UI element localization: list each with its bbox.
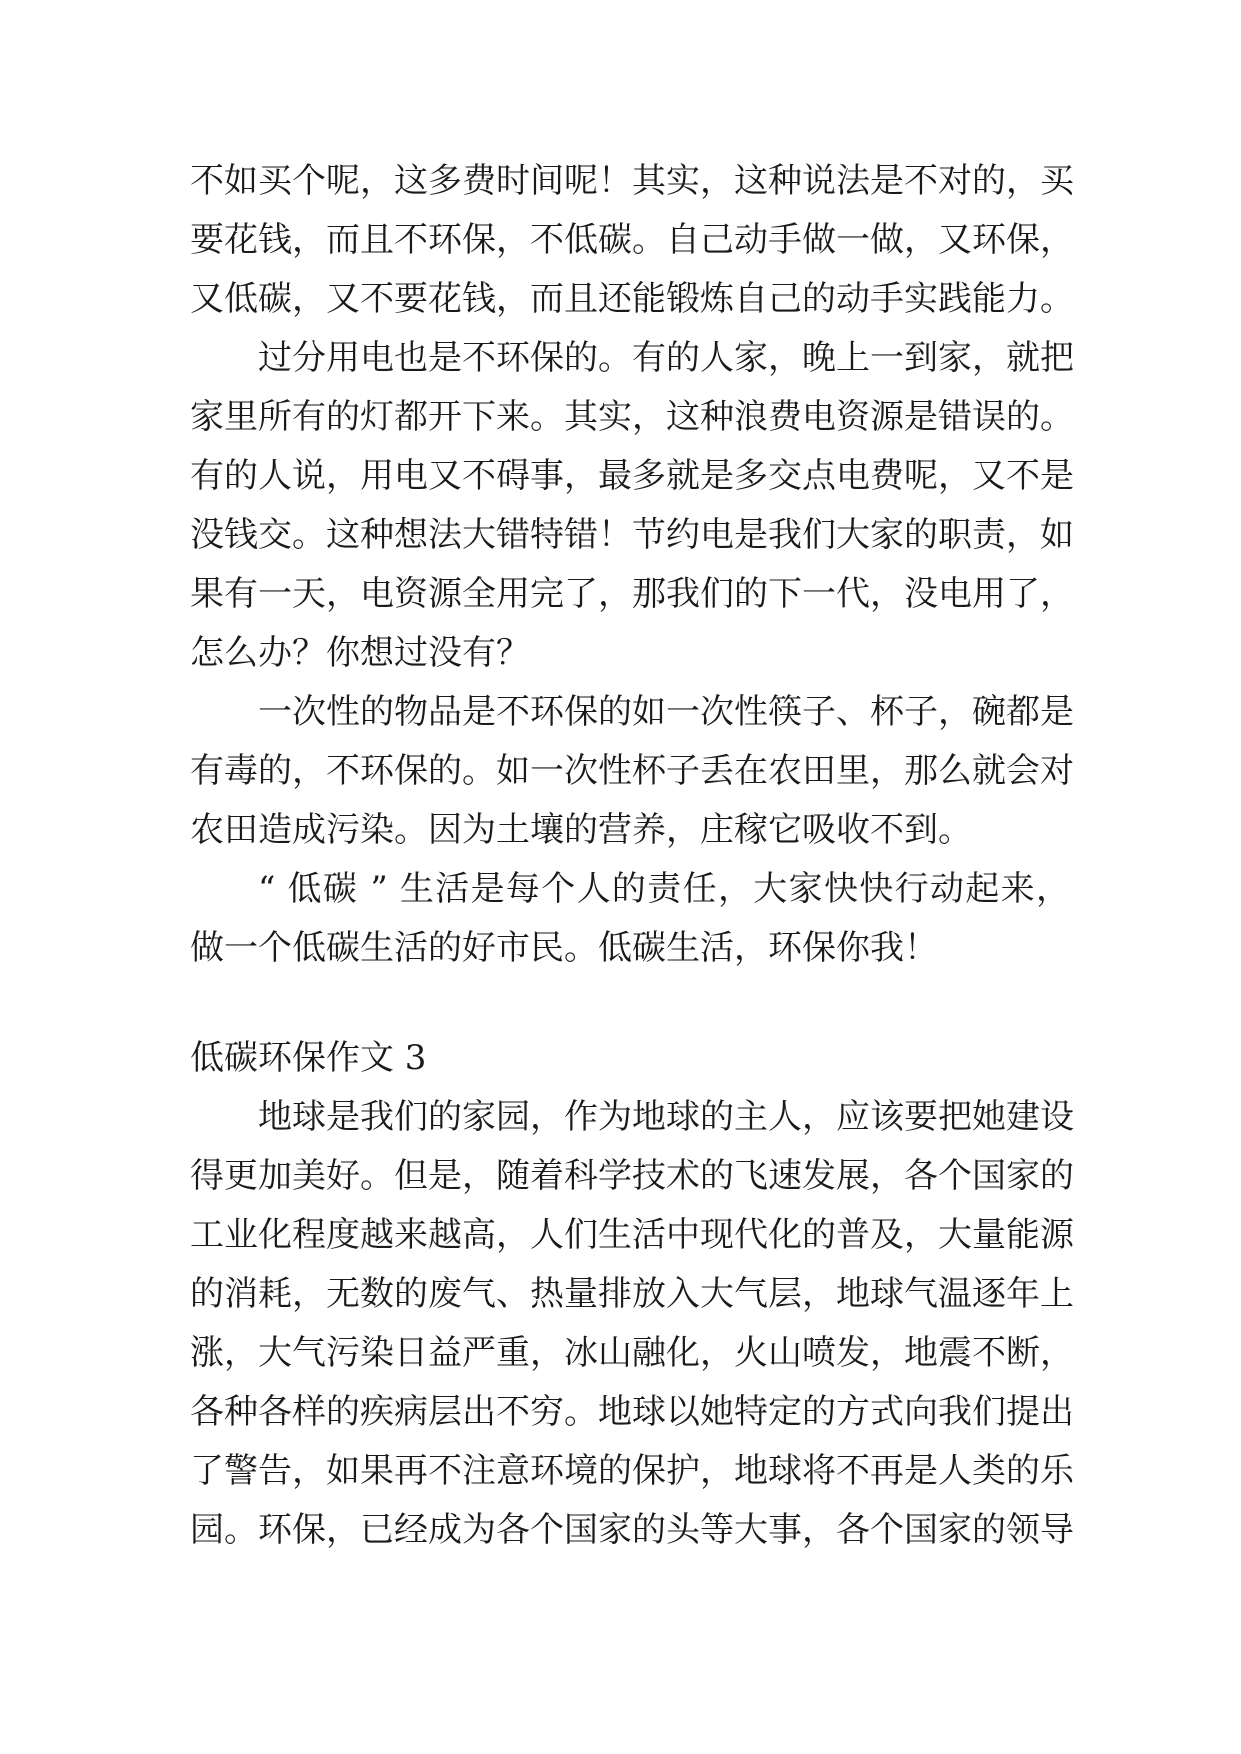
text-line: 家里所有的灯都开下来。其实，这种浪费电资源是错误的。 <box>190 397 1074 437</box>
text-line: 做一个低碳生活的好市民。低碳生活，环保你我！ <box>190 928 938 968</box>
text-line: 有的人说，用电又不碍事，最多就是多交点电费呢，又不是 <box>190 456 1074 496</box>
section-title: 低碳环保作文 3 <box>190 1038 427 1078</box>
paragraph-continuation <box>190 152 1074 329</box>
text-line: 工业化程度越来越高，人们生活中现代化的普及，大量能源 <box>190 1215 1074 1255</box>
text-line: 怎么办？你想过没有？ <box>190 633 530 673</box>
text-line: 了警告，如果再不注意环境的保护，地球将不再是人类的乐 <box>190 1451 1074 1491</box>
text-line: “ 低碳 ” 生活是每个人的责任，大家快快行动起来， <box>258 869 1070 909</box>
text-line: 有毒的，不环保的。如一次性杯子丢在农田里，那么就会对 <box>190 751 1074 791</box>
text-line: 涨，大气污染日益严重，冰山融化，火山喷发，地震不断， <box>190 1333 1074 1373</box>
text-line: 没钱交。这种想法大错特错！节约电是我们大家的职责，如 <box>190 515 1074 555</box>
text-line: 的消耗，无数的废气、热量排放入大气层，地球气温逐年上 <box>190 1274 1074 1314</box>
paragraph-disposable <box>190 683 1074 860</box>
text-line: 又低碳，又不要花钱，而且还能锻炼自己的动手实践能力。 <box>190 279 1074 319</box>
essay-text-part-1 <box>190 152 1074 978</box>
text-line: 过分用电也是不环保的。有的人家，晚上一到家，就把 <box>258 338 1074 378</box>
text-line: 要花钱，而且不环保，不低碳。自己动手做一做，又环保， <box>190 220 1074 260</box>
text-line: 一次性的物品是不环保的如一次性筷子、杯子，碗都是 <box>258 692 1074 732</box>
text-line: 得更加美好。但是，随着科学技术的飞速发展，各个国家的 <box>190 1156 1074 1196</box>
text-line: 园。环保，已经成为各个国家的头等大事，各个国家的领导 <box>190 1510 1074 1550</box>
paragraph-electricity <box>190 329 1074 683</box>
text-line: 不如买个呢，这多费时间呢！其实，这种说法是不对的，买 <box>190 161 1074 201</box>
text-line: 地球是我们的家园，作为地球的主人，应该要把她建设 <box>258 1097 1074 1137</box>
essay-text-part-2 <box>190 1029 1074 1560</box>
text-line: 果有一天，电资源全用完了，那我们的下一代，没电用了， <box>190 574 1074 614</box>
text-line: 农田造成污染。因为土壤的营养，庄稼它吸收不到。 <box>190 810 972 850</box>
paragraph-conclusion <box>190 860 1070 978</box>
text-line: 各种各样的疾病层出不穷。地球以她特定的方式向我们提出 <box>190 1392 1074 1432</box>
paragraph-earth <box>190 1088 1074 1560</box>
